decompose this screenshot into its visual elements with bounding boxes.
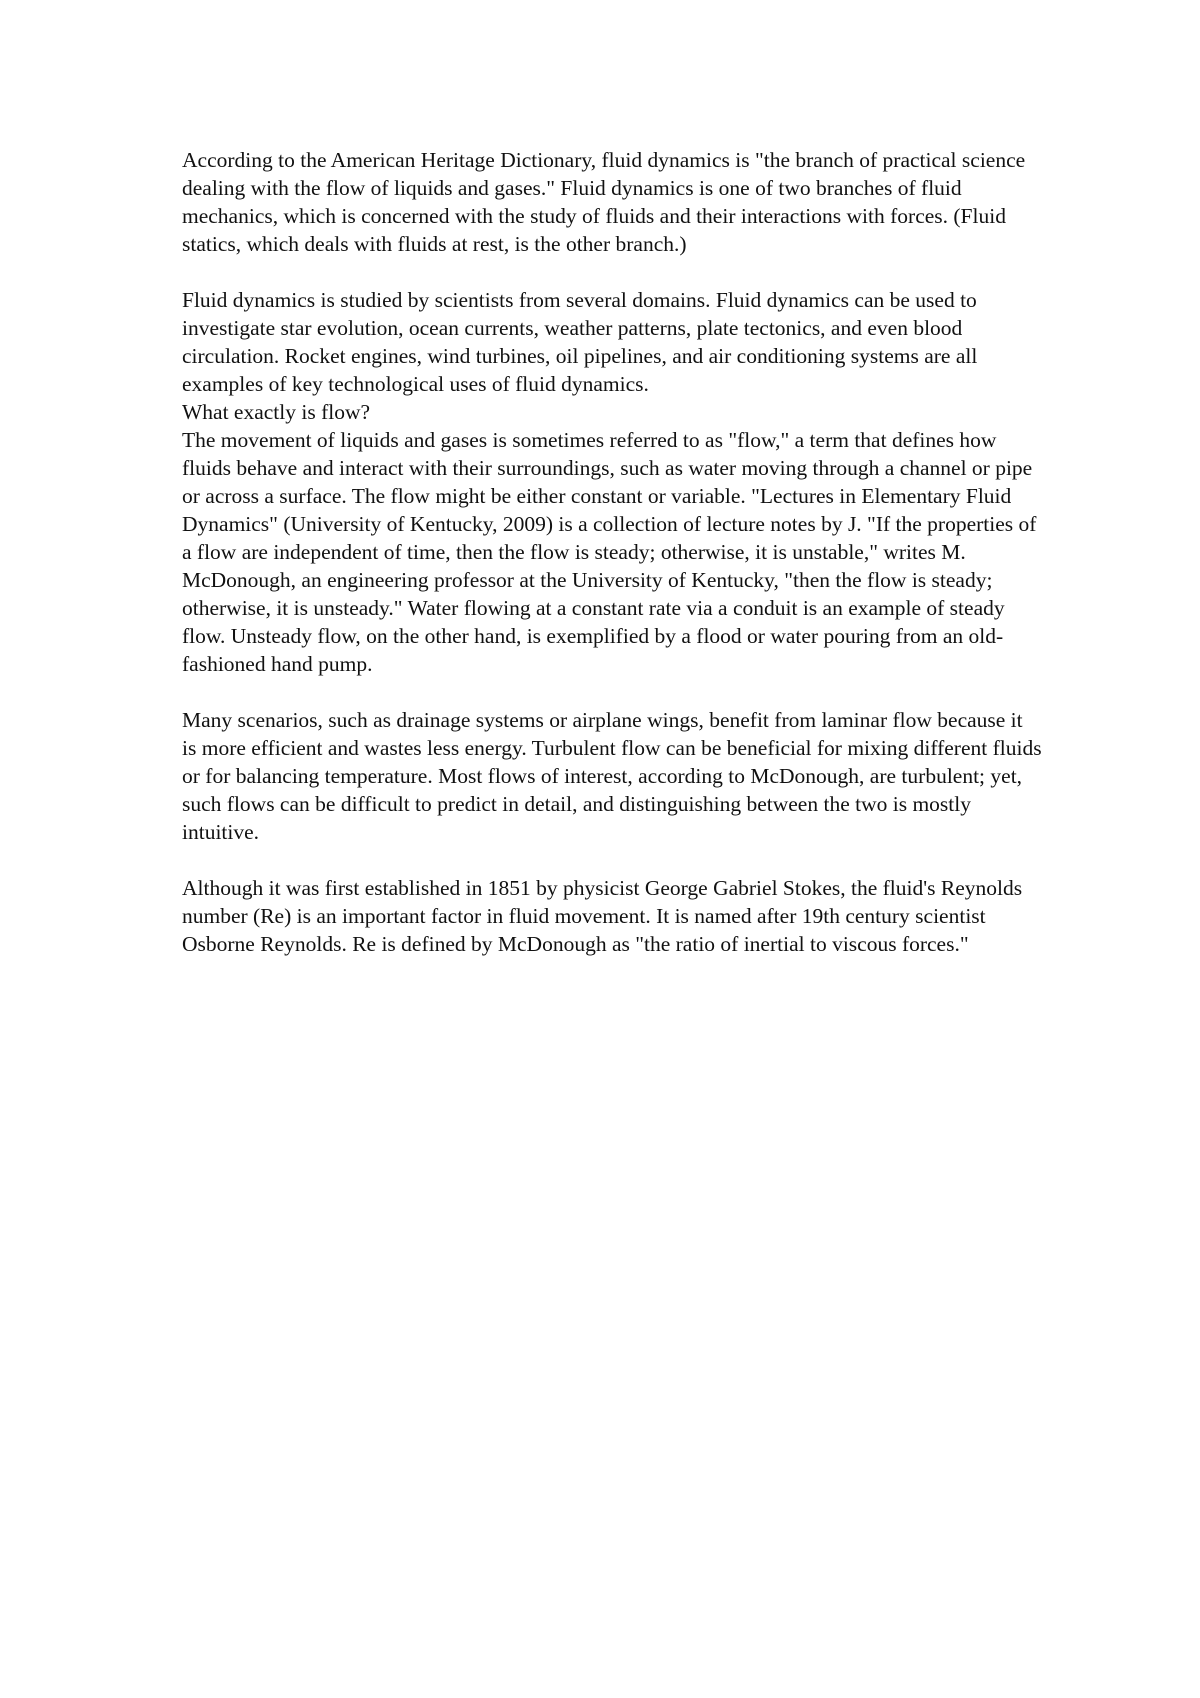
paragraph-gap (182, 258, 1042, 286)
paragraph-flow-definition: The movement of liquids and gases is sometimes referred to as "flow," a term that defines how fluids behave and interact with their surroundings, such as water moving through a channel or pipe or across a surface. The flow might be either constant or variable. "Lectures in Elementary Fluid Dynamics" (University of Kentucky, 2009) is a collection of lecture notes by J. "If the properties of a flow are independent of time, then the flow is steady; otherwise, it is unstable," writes M. McDonough, an engineering professor at the University of Kentucky, "then the flow is steady; otherwise, it is unsteady." Water flowing at a constant rate via a conduit is an example of steady flow. Unsteady flow, on the other hand, is exemplified by a flood or water pouring from an old-fashioned hand pump. (182, 428, 1037, 676)
section-heading-what-is-flow: What exactly is flow? (182, 400, 371, 424)
paragraph-fluid-dynamics-definition: According to the American Heritage Dictionary, fluid dynamics is "the branch of practical science dealing with the flow of liquids and gases." Fluid dynamics is one of two branches of fluid mechanics, which is concerned with the study of fluids and their interactions with forces. (Fluid statics, which deals with fluids at rest, is the other branch.) (182, 148, 1026, 256)
paragraph-gap (182, 846, 1042, 874)
paragraph-laminar-turbulent: Many scenarios, such as drainage systems or airplane wings, benefit from laminar flow because it is more efficient and wastes less energy. Turbulent flow can be beneficial for mixing different fluids or for balancing temperature. Most flows of interest, according to McDonough, are turbulent; yet, such flows can be difficult to predict in detail, and distinguishing between the two is mostly intuitive. (182, 708, 1042, 844)
paragraph-gap (182, 678, 1042, 706)
document-body (182, 146, 1042, 958)
paragraph-reynolds-number: Although it was first established in 1851 by physicist George Gabriel Stokes, the fluid's Reynolds number (Re) is an important factor in fluid movement. It is named after 19th century scientist Osborne Reynolds. Re is defined by McDonough as "the ratio of inertial to viscous forces." (182, 876, 1023, 956)
paragraph-fluid-dynamics-uses: Fluid dynamics is studied by scientists from several domains. Fluid dynamics can be used to investigate star evolution, ocean currents, weather patterns, plate tectonics, and even blood circulation. Rocket engines, wind turbines, oil pipelines, and air conditioning systems are all examples of key technological uses of fluid dynamics. (182, 288, 978, 396)
